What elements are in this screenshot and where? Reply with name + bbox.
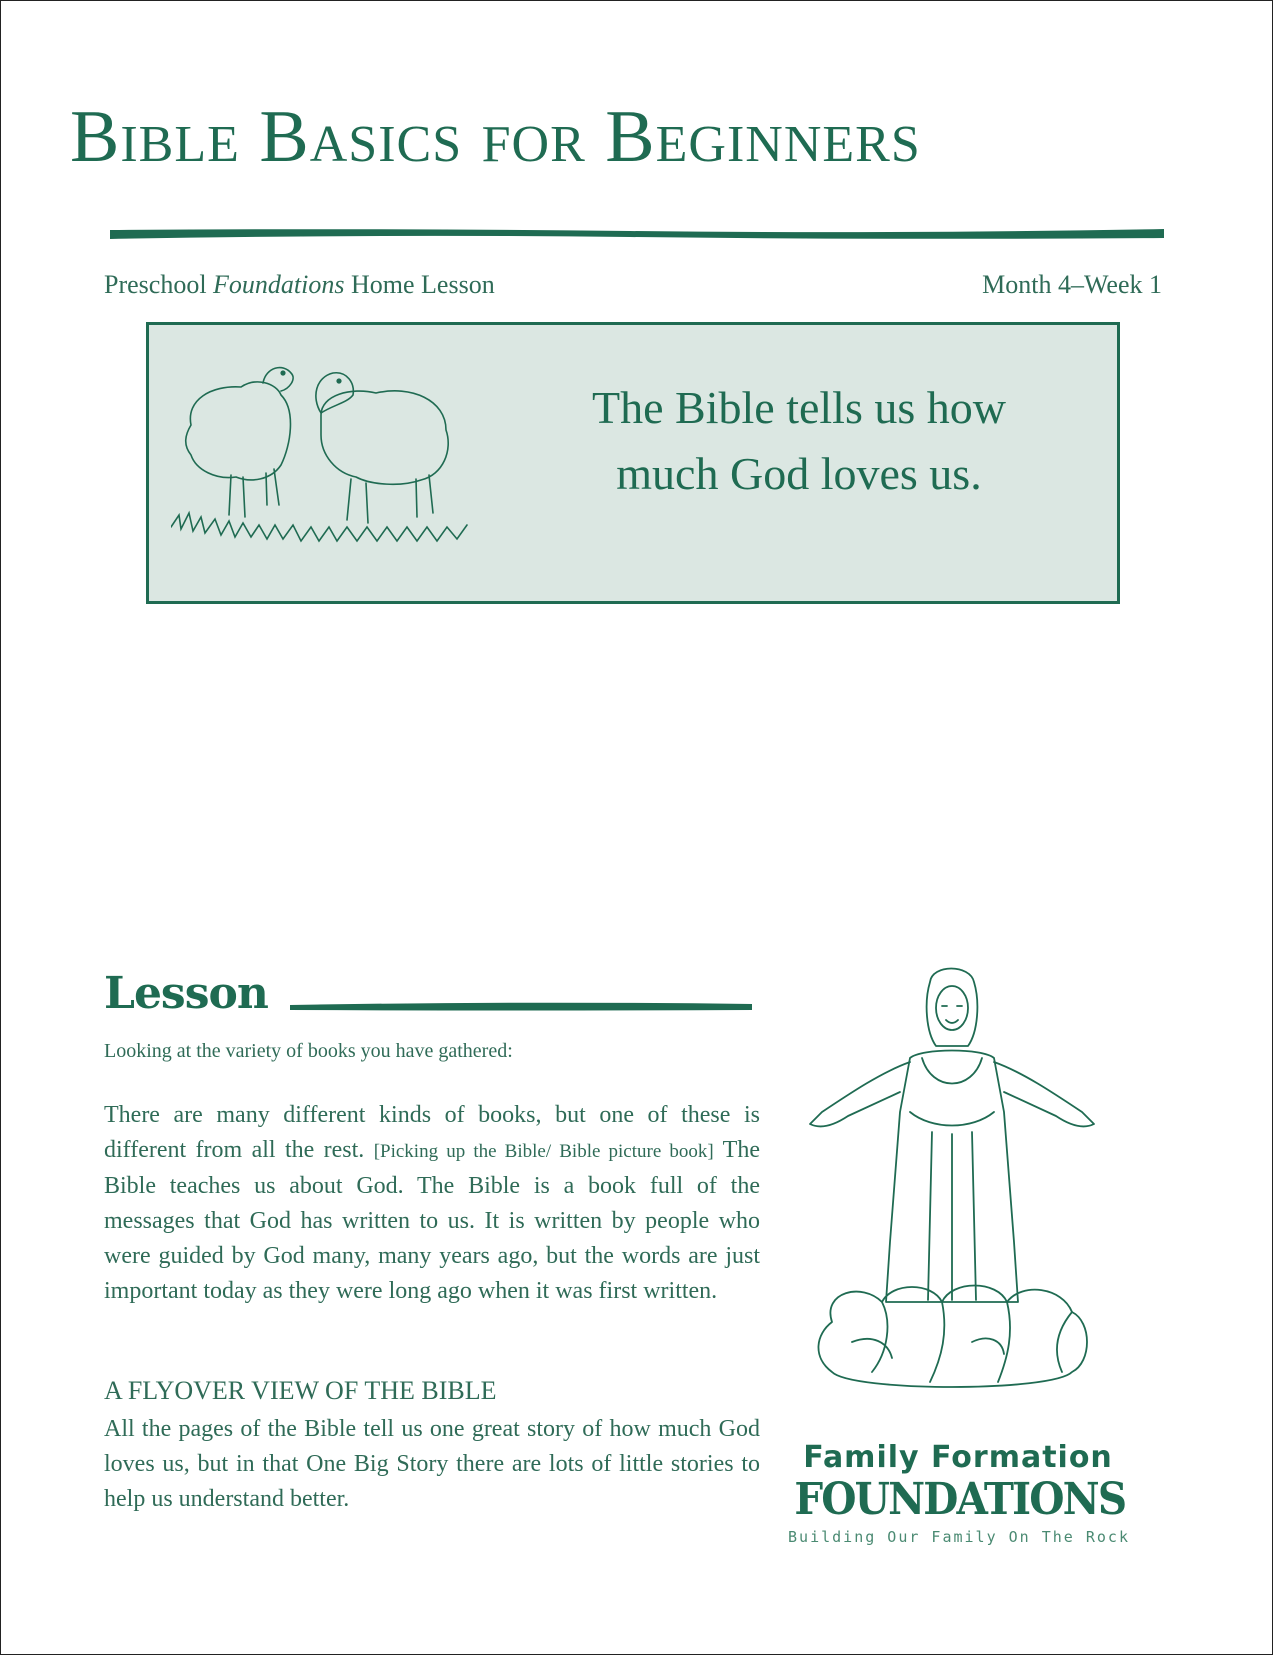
theme-line-2: much God loves us. <box>616 448 982 499</box>
jesus-on-rocks-illustration <box>792 962 1112 1422</box>
logo-family-formation: Family Formation <box>803 1440 1113 1475</box>
lesson-body-part-2: The Bible teaches us about God. The Bible is a book full of the messages that God has written to us. It is written by people who were guided by God many, many years ago, but the words are just important today as they were long ago when it was first written. <box>104 1137 760 1304</box>
logo-foundations: FOUNDATIONS <box>794 1474 1126 1525</box>
title-divider-rule <box>110 226 1164 242</box>
lesson-series-label <box>104 270 495 300</box>
theme-statement <box>509 375 1089 507</box>
flyover-body: All the pages of the Bible tell us one great story of how much God loves us, but in that One Big Story there are lots of little stories to help us understand better. <box>104 1416 760 1512</box>
theme-box <box>146 322 1120 604</box>
sheep-illustration <box>171 355 471 565</box>
logo-tagline: Building Our Family On The Rock <box>788 1528 1130 1546</box>
lesson-intro: Looking at the variety of books you have gathered: <box>104 1040 513 1062</box>
flyover-heading: A FLYOVER VIEW OF THE BIBLE <box>104 1376 497 1405</box>
page-title: Bible Basics for Beginners <box>70 96 921 178</box>
lesson-heading-rule <box>290 1000 752 1012</box>
series-italic: Foundations <box>213 270 345 299</box>
week-label: Month 4–Week 1 <box>982 270 1162 299</box>
lesson-body <box>104 1098 760 1309</box>
stage-direction: [Picking up the Bible/ Bible picture book] <box>373 1141 714 1162</box>
series-prefix: Preschool <box>104 270 214 299</box>
lesson-heading: Lesson <box>104 968 268 1019</box>
series-suffix: Home Lesson <box>344 270 495 299</box>
theme-line-1: The Bible tells us how <box>592 382 1006 433</box>
lesson-body-part-1: There are many different kinds of books, but one of these is different from all the rest. <box>104 1102 760 1163</box>
